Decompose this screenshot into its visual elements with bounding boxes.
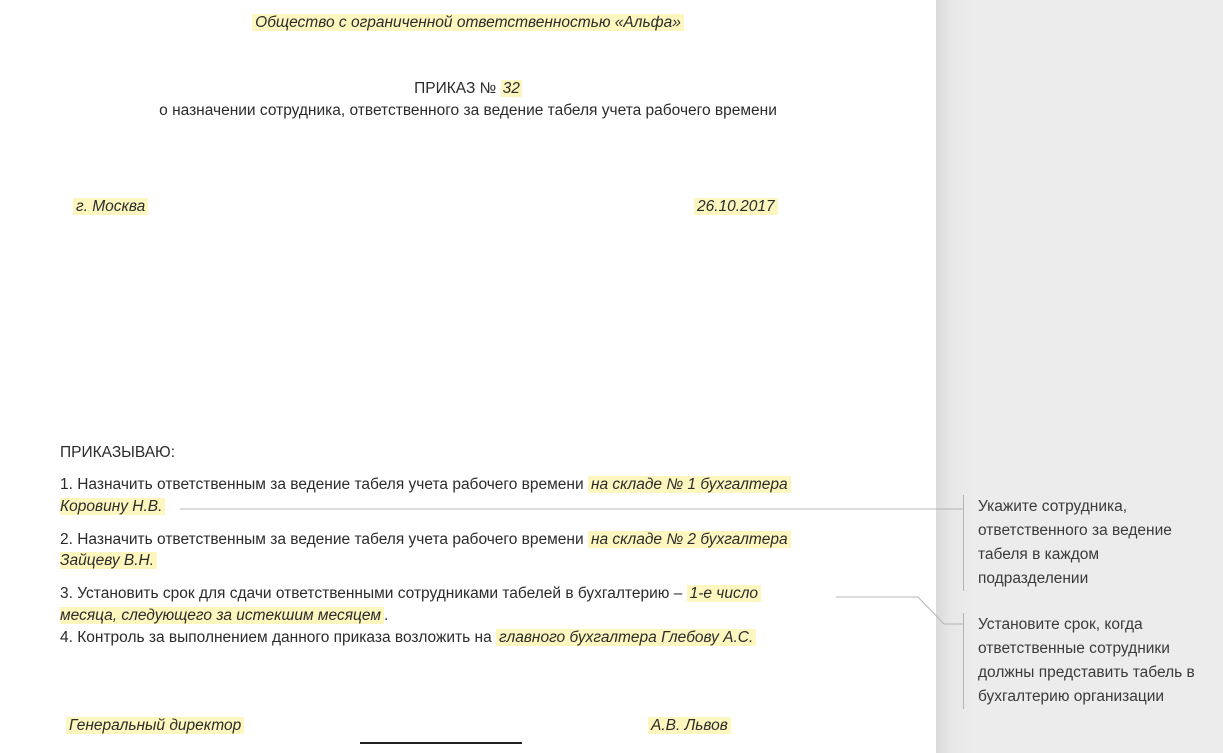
note-1: Укажите сотрудника, ответственного за ведение табеля в каждом подразделении	[963, 495, 1198, 591]
order-title-prefix: ПРИКАЗ №	[414, 80, 497, 97]
org-name: Общество с ограниченной ответственностью «Альфа»	[252, 14, 684, 31]
item-1-highlight-2: Коровину Н.В.	[60, 498, 165, 515]
item-3-text: 3. Установить срок для сдачи ответственными сотрудниками табелей в бухгалтерию –	[60, 585, 683, 602]
item-2-text: 2. Назначить ответственным за ведение табеля учета рабочего времени	[60, 531, 584, 548]
decree-word: ПРИКАЗЫВАЮ:	[60, 444, 176, 461]
item-2-highlight-2: Зайцеву В.Н.	[60, 552, 157, 569]
item-1-highlight-1: на складе № 1 бухгалтера	[588, 476, 791, 493]
signature-name: А.В. Львов	[648, 717, 731, 734]
leader-line-2	[836, 597, 963, 624]
item-4-text: 4. Контроль за выполнением данного приказа возложить на	[60, 629, 492, 646]
item-1-text: 1. Назначить ответственным за ведение табеля учета рабочего времени	[60, 476, 584, 493]
note-2: Установите срок, когда ответственные сотрудники должны представить табель в бухгалтерию организации	[963, 613, 1218, 709]
item-4-highlight-1: главного бухгалтера Глебову А.С.	[496, 629, 756, 646]
item-3-tail: .	[383, 607, 389, 624]
signature-position: Генеральный директор	[66, 717, 244, 734]
city: г. Москва	[73, 198, 148, 215]
item-2-highlight-1: на складе № 2 бухгалтера	[588, 531, 791, 548]
item-3-highlight-2: месяца, следующего за истекшим месяцем	[60, 607, 384, 624]
order-subject: о назначении сотрудника, ответственного за ведение табеля учета рабочего времени	[159, 102, 777, 119]
order-date: 26.10.2017	[694, 198, 778, 215]
order-number: 32	[502, 80, 520, 97]
item-3-highlight-1: 1-е число	[687, 585, 761, 602]
